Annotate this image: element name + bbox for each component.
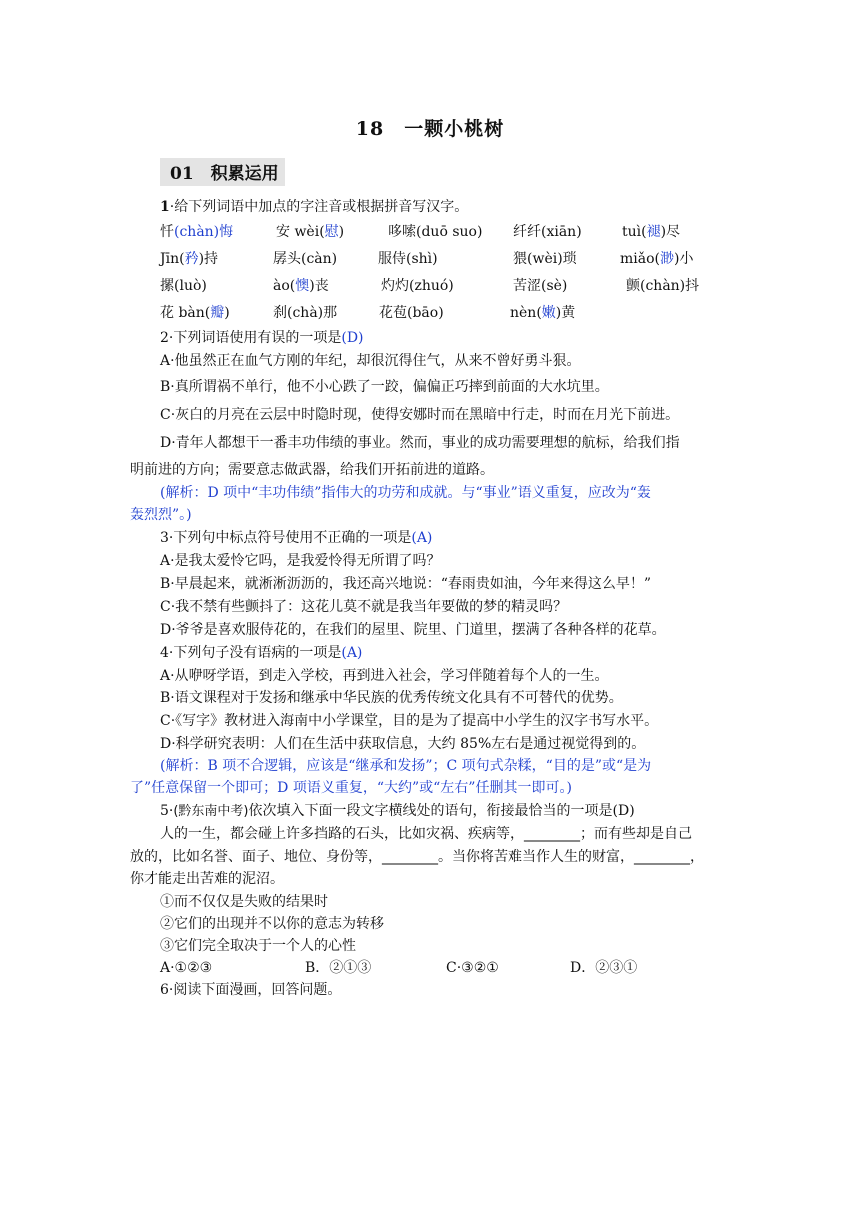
vocab-item: 哆嗦(duō suo) — [388, 224, 483, 240]
q2-stem: 2·下列词语使用有误的一项是(D) — [160, 330, 364, 346]
lesson-title: 18 一颗小桃树 — [355, 118, 505, 140]
vocab-item: tuì(褪)尽 — [622, 224, 681, 240]
q2-option-b: B·真所谓祸不单行，他不小心跌了一跤，偏偏正巧摔到前面的大水坑里。 — [160, 379, 609, 395]
vocab-item: ào(懊)丧 — [273, 278, 329, 294]
q4-explanation: (解析：B 项不合逻辑，应该是“继承和发扬”；C 项句式杂糅，“目的是”或“是为 — [160, 758, 652, 774]
q4-stem: 4·下列句子没有语病的一项是(A) — [160, 645, 363, 661]
q4-option-a: A·从咿呀学语，到走入学校，再到进入社会，学习伴随着每个人的一生。 — [160, 668, 609, 684]
q2-option-d: D·青年人都想干一番丰功伟绩的事业。然而，事业的成功需要理想的航标，给我们指 — [160, 435, 680, 451]
q5-passage-cont: 放的，比如名誉、面子、地位、身份等，________。当你将苦难当作人生的财富，________， — [130, 849, 704, 865]
q4-option-c: C·《写字》教材进入海南中小学课堂，目的是为了提高中小学生的汉字书写水平。 — [160, 713, 659, 729]
q4-explanation-cont: 了”任意保留一个即可；D 项语义重复，“大约”或“左右”任删其一即可。) — [130, 780, 572, 796]
vocab-item: 猥(wèi)琐 — [513, 251, 577, 267]
q5-statement-3: ③它们完全取决于一个人的心性 — [160, 938, 356, 954]
q5-choice-b: B．②①③ — [305, 960, 372, 976]
section-heading: 01 积累运用 — [160, 158, 285, 186]
q6-stem: 6·阅读下面漫画，回答问题。 — [160, 982, 342, 998]
q5-statement-1: ①而不仅仅是失败的结果时 — [160, 894, 328, 910]
q5-stem: 5·(黔东南中考)依次填入下面一段文字横线处的语句，衔接最恰当的一项是(D) — [160, 803, 635, 819]
q2-option-c: C·灰白的月亮在云层中时隐时现，使得安娜时而在黑暗中行走，时而在月光下前进。 — [160, 407, 680, 423]
q3-option-b: B·早晨起来，就淅淅沥沥的，我还高兴地说：“春雨贵如油，今年来得这么早！” — [160, 576, 652, 592]
vocab-item: 忏(chàn)悔 — [160, 224, 234, 240]
q5-passage: 人的一生，都会碰上许多挡路的石头，比如灾祸、疾病等，________；而有些却是自己 — [160, 826, 692, 842]
vocab-item: 摞(luò) — [160, 278, 207, 294]
q1-stem: 1·给下列词语中加点的字注音或根据拼音写汉字。 — [160, 199, 469, 215]
vocab-item: 服侍(shì) — [378, 251, 438, 267]
q2-option-d-cont: 明前进的方向；需要意志做武器，给我们开拓前进的道路。 — [130, 462, 494, 478]
q2-explanation: (解析：D 项中“丰功伟绩”指伟大的功劳和成就。与“事业”语义重复，应改为“轰 — [160, 485, 651, 501]
q3-stem: 3·下列句中标点符号使用不正确的一项是(A) — [160, 530, 433, 546]
q2-option-a: A·他虽然正在血气方刚的年纪，却很沉得住气，从来不曾好勇斗狠。 — [160, 353, 581, 369]
q4-option-d: D·科学研究表明：人们在生活中获取信息，大约 85%左右是通过视觉得到的。 — [160, 736, 646, 752]
vocab-item: 灼灼(zhuó) — [381, 278, 454, 294]
vocab-item: 孱头(càn) — [273, 251, 338, 267]
vocab-item: Jīn(矜)持 — [160, 251, 219, 267]
vocab-item: 安 wèi(慰) — [276, 224, 345, 240]
vocab-item: 花苞(bāo) — [379, 305, 444, 321]
q2-explanation-cont: 轰烈烈”。) — [130, 507, 192, 523]
vocab-item: 苦涩(sè) — [513, 278, 568, 294]
q4-option-b: B·语文课程对于发扬和继承中华民族的优秀传统文化具有不可替代的优势。 — [160, 690, 623, 706]
vocab-item: 颤(chàn)抖 — [626, 278, 700, 294]
q5-choice-d: D．②③① — [570, 960, 638, 976]
q3-option-d: D·爷爷是喜欢服侍花的，在我们的屋里、院里、门道里，摆满了各种各样的花草。 — [160, 622, 666, 638]
q5-passage-end: 你才能走出苦难的泥沼。 — [130, 871, 284, 887]
q5-choice-a: A·①②③ — [160, 960, 213, 976]
vocab-item: 花 bàn(瓣) — [160, 305, 230, 321]
vocab-item: 纤纤(xiān) — [513, 224, 582, 240]
vocab-item: 刹(chà)那 — [273, 305, 338, 321]
q3-option-c: C·我不禁有些颤抖了：这花儿莫不就是我当年要做的梦的精灵吗？ — [160, 599, 568, 615]
q5-statement-2: ②它们的出现并不以你的意志为转移 — [160, 916, 384, 932]
q5-choice-c: C·③②① — [446, 960, 499, 976]
q3-option-a: A·是我太爱怜它吗，是我爱怜得无所谓了吗？ — [160, 553, 441, 569]
vocab-item: miǎo(渺)小 — [620, 251, 694, 267]
vocab-item: nèn(嫩)黄 — [510, 305, 576, 321]
